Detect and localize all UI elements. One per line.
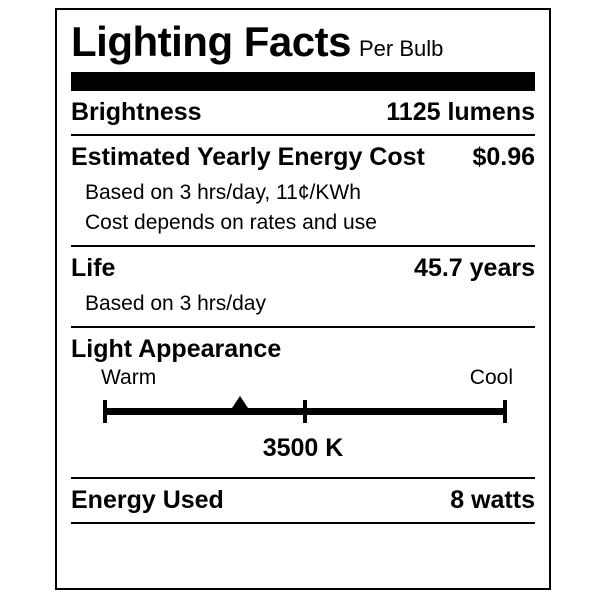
energy-cost-row	[71, 136, 535, 179]
brightness-row	[71, 91, 535, 134]
brightness-value: 1125 lumens	[386, 98, 535, 127]
appearance-kelvin-value: 3500 K	[262, 434, 344, 463]
energy-cost-note-2: Cost depends on rates and use	[85, 211, 377, 235]
life-section	[71, 247, 535, 326]
life-value: 45.7 years	[414, 254, 535, 283]
lighting-facts-label	[55, 8, 551, 590]
appearance-scale	[103, 398, 507, 432]
energy-used-label: Energy Used	[71, 486, 224, 515]
appearance-scale-tick-left	[103, 400, 107, 423]
life-label: Life	[71, 254, 116, 283]
energy-cost-label: Estimated Yearly Energy Cost	[71, 143, 425, 172]
energy-used-value: 8 watts	[450, 486, 535, 515]
energy-cost-section	[71, 136, 535, 245]
appearance-scale-warm-label: Warm	[101, 366, 157, 390]
appearance-scale-marker-icon	[228, 396, 252, 414]
life-row	[71, 247, 535, 290]
brightness-label: Brightness	[71, 98, 202, 127]
appearance-scale-tick-mid	[303, 400, 307, 423]
energy-cost-value: $0.96	[472, 143, 535, 172]
label-title-sub: Per Bulb	[359, 36, 444, 61]
appearance-scale-cool-label: Cool	[469, 366, 513, 390]
label-inner	[57, 10, 549, 594]
energy-used-row	[71, 479, 535, 522]
light-appearance-section	[71, 328, 535, 477]
header-black-bar	[71, 72, 535, 89]
label-title-main: Lighting Facts	[71, 18, 351, 65]
label-blank-area	[71, 524, 535, 594]
appearance-scale-tick-right	[503, 400, 507, 423]
energy-cost-note-1: Based on 3 hrs/day, 11¢/KWh	[85, 181, 361, 205]
light-appearance-label: Light Appearance	[71, 335, 282, 364]
life-note-1: Based on 3 hrs/day	[85, 292, 266, 316]
appearance-scale-endpoints	[71, 366, 535, 390]
label-title	[71, 10, 535, 64]
